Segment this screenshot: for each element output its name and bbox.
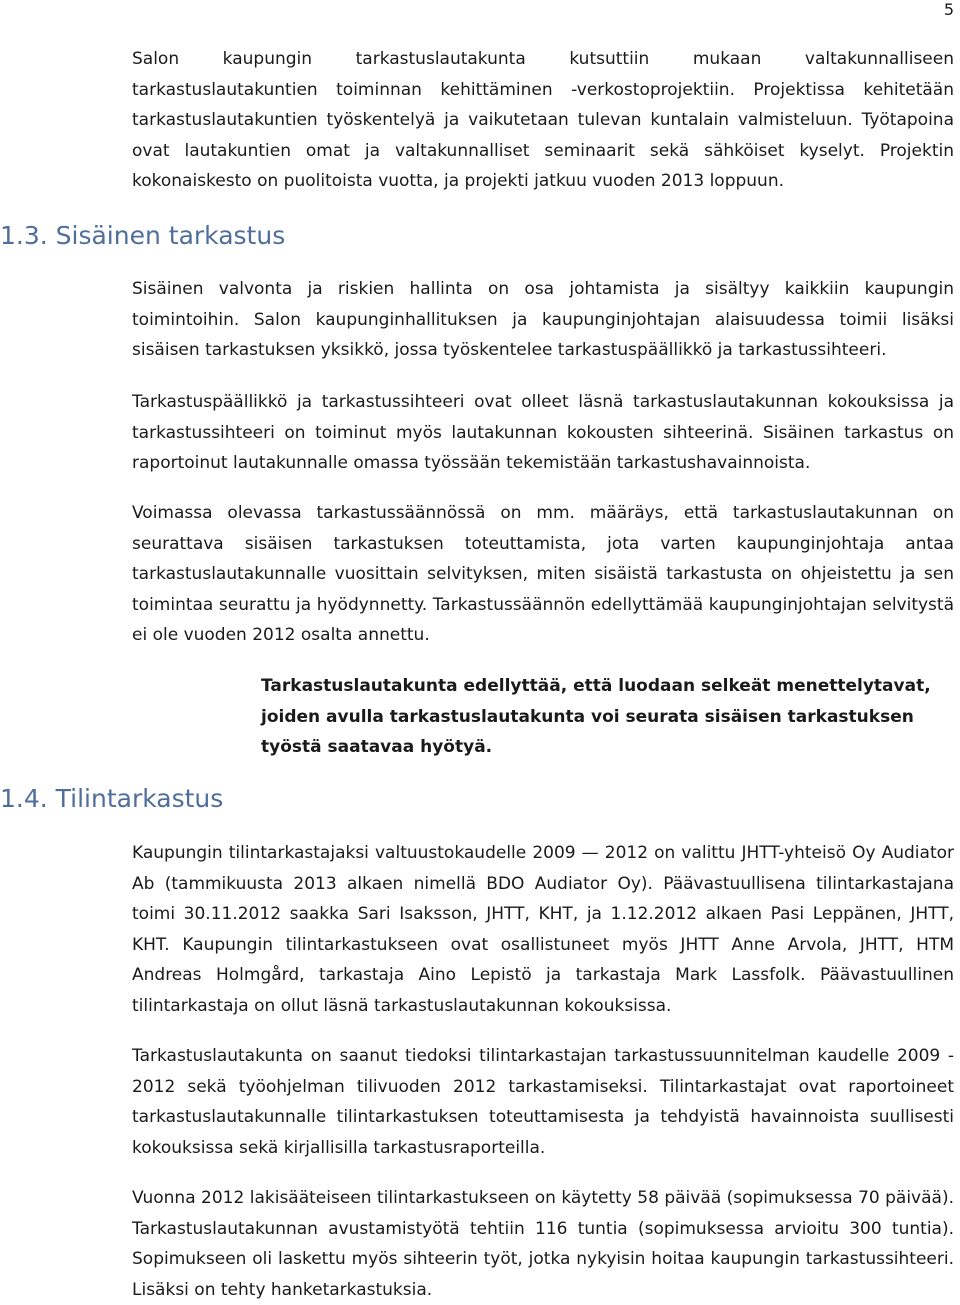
section-heading-internal-audit: 1.3. Sisäinen tarkastus: [0, 221, 286, 250]
statutory-audit-paragraph-1: [132, 838, 954, 1021]
page-number: 5: [943, 0, 954, 19]
internal-audit-paragraph-2: [132, 387, 954, 479]
section-heading-statutory-audit: 1.4. Tilintarkastus: [0, 784, 224, 813]
internal-audit-paragraph-3: [132, 498, 954, 651]
paragraph-text: Vuonna 2012 lakisääteiseen tilintarkastukseen on käytetty 58 päivää (sopimuksessa 70 päivää). Tarkastuslautakunnan avustamistyötä tehtiin 116 tuntia (sopimuksessa arvioitu 300 tuntia). Sopimukseen oli laskettu myös sihteerin työt, jotka nykyisin hoitaa kaupungin tarkastussihteeri. Lisäksi on tehty hanketarkastuksia.: [132, 1188, 954, 1300]
paragraph-text: Voimassa olevassa tarkastussäännössä on mm. määräys, että tarkastuslautakunnan on seurattava sisäisen tarkastuksen toteuttamista, jota varten kaupunginjohtaja antaa tarkastuslautakunnalle vuosittain selvityksen, miten sisäistä tarkastusta on ohjeistettu ja sen toimintaa seurattu ja hyödynnetty. Tarkastussäännön edellyttämää kaupunginjohtajan selvitystä ei ole vuoden 2012 osalta annettu.: [132, 503, 954, 645]
paragraph-text: Kaupungin tilintarkastajaksi valtuustokaudelle 2009 — 2012 on valittu JHTT-yhteisö Oy Audiator Ab (tammikuusta 2013 alkaen nimellä BDO Audiator Oy). Päävastuullisena tilintarkastajana toimi 30.11.2012 saakka Sari Isaksson, JHTT, KHT, ja 1.12.2012 alkaen Pasi Leppänen, JHTT, KHT. Kaupungin tilintarkastukseen ovat osallistuneet myös JHTT Anne Arvola, JHTT, HTM Andreas Holmgård, tarkastaja Aino Lepistö ja tarkastaja Mark Lassfolk. Päävastuullinen tilintarkastaja on ollut läsnä tarkastuslautakunnan kokouksissa.: [132, 843, 954, 1016]
conclusion-text: Tarkastuslautakunta edellyttää, että luodaan selkeät menettelytavat, joiden avulla tarkastuslautakunta voi seurata sisäisen tarkastuksen työstä saatavaa hyötyä.: [261, 676, 931, 757]
intro-paragraph: [132, 44, 954, 197]
statutory-audit-paragraph-3: [132, 1183, 954, 1305]
intro-text: Salon kaupungin tarkastuslautakunta kutsuttiin mukaan valtakunnalliseen tarkastuslautakuntien toiminnan kehittäminen -verkostoprojektiin. Projektissa kehitetään tarkastuslautakuntien työskentelyä ja vaikutetaan tulevan kuntalain valmisteluun. Työtapoina ovat lautakuntien omat ja valtakunnalliset seminaarit sekä sähköiset kyselyt. Projektin kokonaiskesto on puolitoista vuotta, ja projekti jatkuu vuoden 2013 loppuun.: [132, 49, 954, 191]
internal-audit-conclusion: [261, 671, 954, 763]
internal-audit-paragraph-1: [132, 274, 954, 366]
statutory-audit-paragraph-2: [132, 1041, 954, 1163]
paragraph-text: Sisäinen valvonta ja riskien hallinta on osa johtamista ja sisältyy kaikkiin kaupungin toimintoihin. Salon kaupunginhallituksen ja kaupunginjohtajan alaisuudessa toimii lisäksi sisäisen tarkastuksen yksikkö, jossa työskentelee tarkastuspäällikkö ja tarkastussihteeri.: [132, 279, 954, 360]
paragraph-text: Tarkastuspäällikkö ja tarkastussihteeri ovat olleet läsnä tarkastuslautakunnan kokouksissa ja tarkastussihteeri on toiminut myös lautakunnan kokousten sihteerinä. Sisäinen tarkastus on raportoinut lautakunnalle omassa työssään tekemistään tarkastushavainnoista.: [132, 392, 954, 473]
paragraph-text: Tarkastuslautakunta on saanut tiedoksi tilintarkastajan tarkastussuunnitelman kaudelle 2009 - 2012 sekä työohjelman tilivuoden 2012 tarkastamiseksi. Tilintarkastajat ovat raportoineet tarkastuslautakunnalle tilintarkastuksen toteuttamisesta ja tehdyistä havainnoista suullisesti kokouksissa sekä kirjallisilla tarkastusraporteilla.: [132, 1046, 954, 1158]
